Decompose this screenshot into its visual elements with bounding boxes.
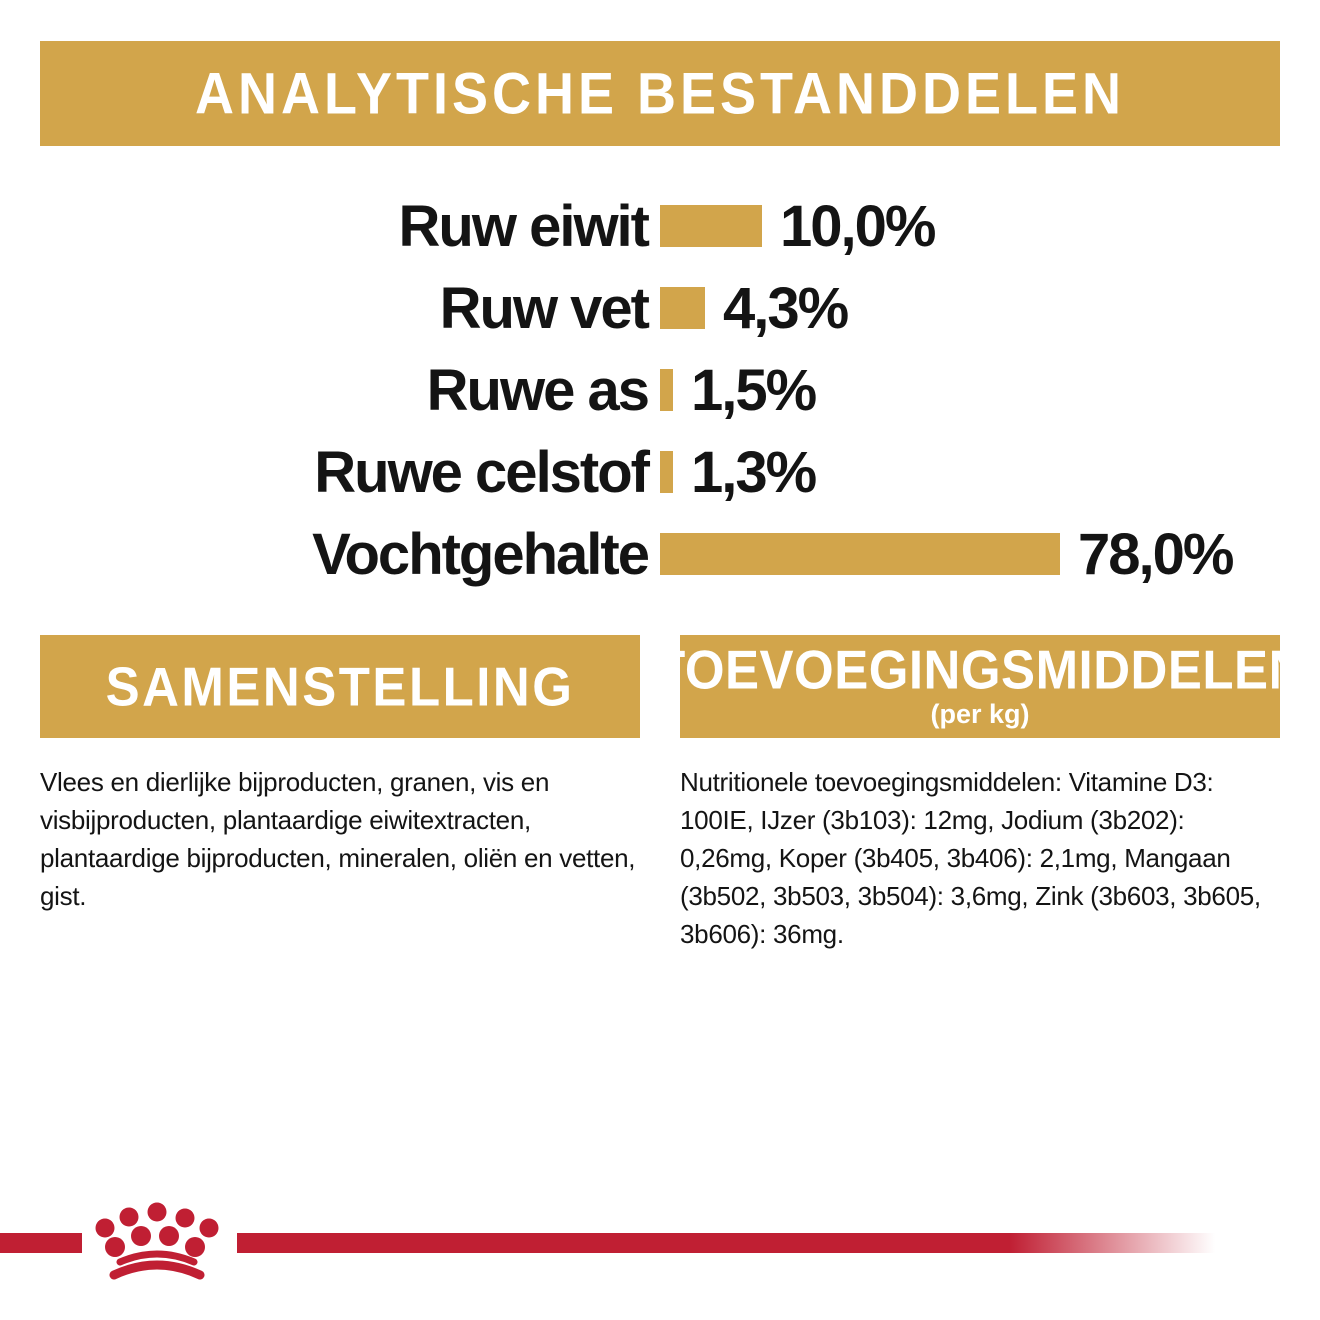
additives-text: Nutritionele toevoegingsmiddelen: Vitamine D3: 100IE, IJzer (3b103): 12mg, Jodium (3b202): 0,26mg, Koper (3b405, 3b406): 2,1mg, Mangaan (3b502, 3b503, 3b504): 3,6mg, Zink (3b603, 3b605, 3b606): 36mg. xyxy=(680,767,1261,949)
chart-row-label: Vochtgehalte xyxy=(312,521,648,587)
composition-text: Vlees en dierlijke bijproducten, granen, vis en visbijproducten, plantaardige eiwitextracten, plantaardige bijproducten, mineralen, oliën en vetten, gist. xyxy=(40,767,636,911)
additives-banner xyxy=(654,635,1306,738)
additives-subtitle: (per kg) xyxy=(930,698,1030,729)
chart-row-value: 1,3% xyxy=(691,439,816,505)
composition-title: SAMENSTELLING xyxy=(105,655,575,718)
chart-row xyxy=(0,267,1320,349)
chart-row-label: Ruw vet xyxy=(439,275,648,341)
chart-row-bar xyxy=(660,369,673,411)
chart-row-value: 1,5% xyxy=(691,357,816,423)
composition-section xyxy=(40,635,640,953)
chart-row-bar xyxy=(660,287,705,329)
chart-row xyxy=(0,349,1320,431)
chart-row xyxy=(0,185,1320,267)
royal-canin-crown-logo-icon xyxy=(88,1192,232,1292)
chart-row-label: Ruw eiwit xyxy=(398,193,648,259)
crown-arcs xyxy=(114,1254,200,1275)
chart-row-value: 78,0% xyxy=(1078,521,1233,587)
chart-row-value: 10,0% xyxy=(780,193,935,259)
analytical-header-banner xyxy=(40,41,1280,146)
chart-row xyxy=(0,513,1320,595)
chart-row-bar xyxy=(660,451,673,493)
analytical-chart xyxy=(0,185,1320,595)
info-columns xyxy=(40,635,1306,953)
chart-row-bar xyxy=(660,205,762,247)
brand-stripe-left xyxy=(0,1233,82,1253)
crown-dots xyxy=(96,1203,219,1258)
chart-row-label: Ruwe celstof xyxy=(314,439,648,505)
chart-row-label: Ruwe as xyxy=(426,357,648,423)
composition-banner xyxy=(40,635,640,738)
chart-row-bar xyxy=(660,533,1060,575)
chart-row xyxy=(0,431,1320,513)
chart-row-value: 4,3% xyxy=(723,275,848,341)
brand-stripe-right xyxy=(237,1233,1215,1253)
analytical-header-title: ANALYTISCHE BESTANDDELEN xyxy=(194,61,1126,126)
additives-section xyxy=(654,635,1306,953)
additives-title: TOEVOEGINGSMIDDELEN xyxy=(654,638,1306,700)
